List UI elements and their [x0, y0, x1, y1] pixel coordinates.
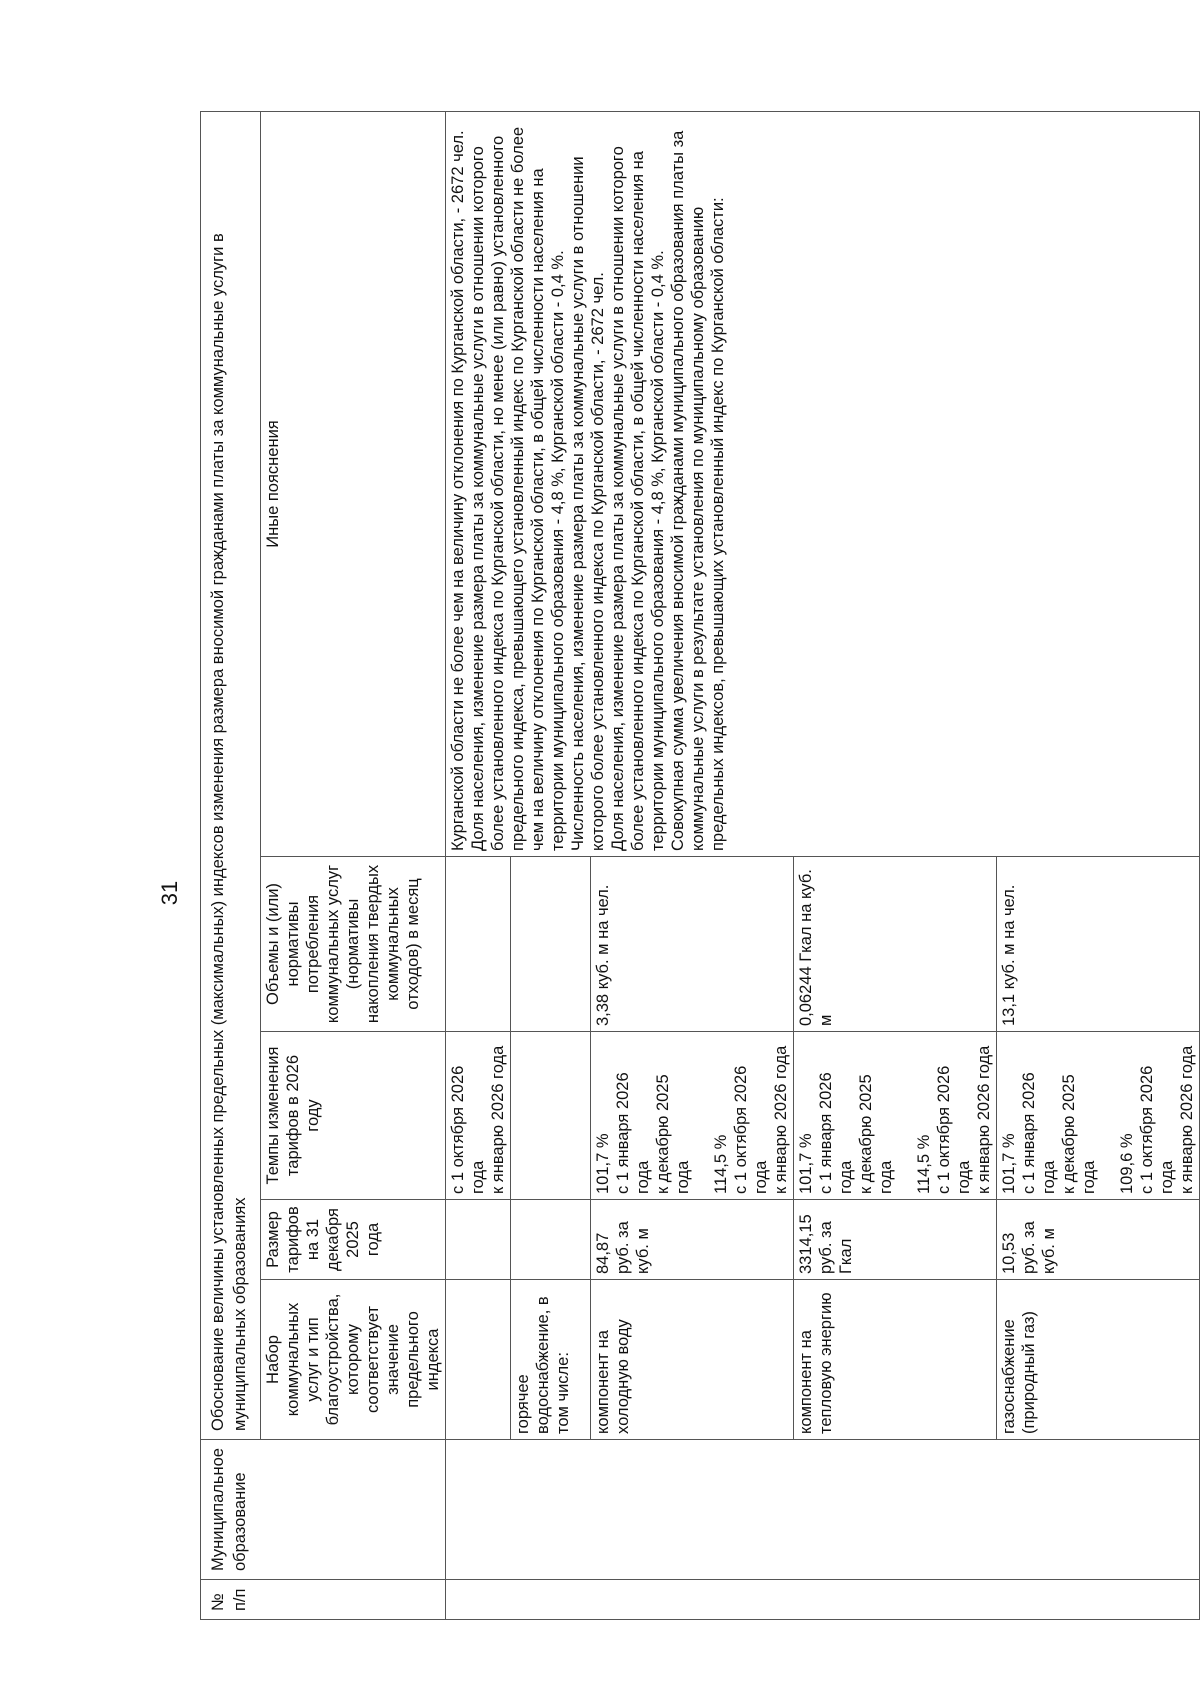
- note-4: Доля населения, изменение размера платы за коммунальные услуги в отношении которого более установленного индекса по Курганской области, в общей численности населения на территории муниципального образования - 4,8 %, Курганской области - 0,4 %.: [609, 146, 667, 851]
- cell-rate: 101,7 % с 1 января 2026 года к декабрю 2025 года 114,5 % с 1 октября 2026 года к январю 2026 года: [591, 1032, 794, 1200]
- table-row: [446, 111, 511, 1619]
- cell-volume: 13,1 куб. м на чел.: [997, 857, 1200, 1032]
- header-rates: Темпы изменения тарифов в 2026 году: [261, 1032, 446, 1200]
- header-num: № п/п: [201, 1580, 446, 1620]
- header-tariff: Размер тарифов на 31 декабря 2025 года: [261, 1200, 446, 1280]
- cell-tariff: [511, 1200, 591, 1280]
- cell-num: [446, 1580, 1200, 1620]
- note-1: Курганской области не более чем на величину отклонения по Курганской области, - 2672 чел.: [449, 130, 467, 851]
- cell-tariff: [446, 1200, 511, 1280]
- cell-rate: с 1 октября 2026 года к январю 2026 года: [446, 1032, 511, 1200]
- note-2: Доля населения, изменение размера платы за коммунальные услуги в отношении которого более установленного индекса по Курганской области, но менее (или равно) установленного предельного индекса, превышающего установленный индекс по Курганской области не более чем на величину отклонения по Курганской области, в общей численности населения на территории муниципального образования - 4,8 %, Курганской области - 0,4 %.: [469, 126, 567, 851]
- cell-volume: [446, 857, 511, 1032]
- cell-rate: 101,7 % с 1 января 2026 года к декабрю 2025 года 109,6 % с 1 октября 2026 года к январю 2026 года: [997, 1032, 1200, 1200]
- table-title: Обоснование величины установленных предельных (максимальных) индексов изменения размера вносимой гражданами платы за коммунальные услуги в муниципальных образованиях: [201, 111, 261, 1439]
- cell-service: компонент на холодную воду: [591, 1280, 794, 1440]
- cell-volume: [511, 857, 591, 1032]
- note-3: Численность населения, изменение размера платы за коммунальные услуги в отношении которого более установленного индекса по Курганской области, - 2672 чел.: [569, 156, 607, 851]
- cell-volume: 0,06244 Гкал на куб. м: [794, 857, 997, 1032]
- cell-service: [446, 1280, 511, 1440]
- header-volumes: Объемы и (или) нормативы потребления коммунальных услуг (нормативы накопления твердых коммунальных отходов) в месяц: [261, 857, 446, 1032]
- cell-service: газоснабжение (природный газ): [997, 1280, 1200, 1440]
- cell-rate: [511, 1032, 591, 1200]
- cell-tariff: 3314,15 руб. за Гкал: [794, 1200, 997, 1280]
- note-5: Совокупная сумма увеличения вносимой гражданами муниципального образования платы за коммунальные услуги в результате установления по муниципальному образованию предельных индексов, превышающих установленный индекс по Курганской области:: [669, 130, 727, 851]
- cell-municipality: [446, 1440, 1200, 1580]
- cell-tariff: 10,53 руб. за куб. м: [997, 1200, 1200, 1280]
- cell-rate: 101,7 % с 1 января 2026 года к декабрю 2025 года 114,5 % с 1 октября 2026 года к январю 2026 года: [794, 1032, 997, 1200]
- cell-service: компонент на тепловую энергию: [794, 1280, 997, 1440]
- justification-table: [200, 111, 1200, 1620]
- cell-tariff: 84,87 руб. за куб. м: [591, 1200, 794, 1280]
- header-notes: Иные пояснения: [261, 111, 446, 856]
- cell-volume: 3,38 куб. м на чел.: [591, 857, 794, 1032]
- page-number: 31: [157, 880, 182, 906]
- cell-notes: [446, 111, 1200, 856]
- rotated-page: [200, 112, 1196, 1620]
- header-services: Набор коммунальных услуг и тип благоустройства, которому соответствует значение предельного индекса: [261, 1280, 446, 1440]
- header-municipality: Муниципальное образование: [201, 1440, 446, 1580]
- cell-service: горячее водоснабжение, в том числе:: [511, 1280, 591, 1440]
